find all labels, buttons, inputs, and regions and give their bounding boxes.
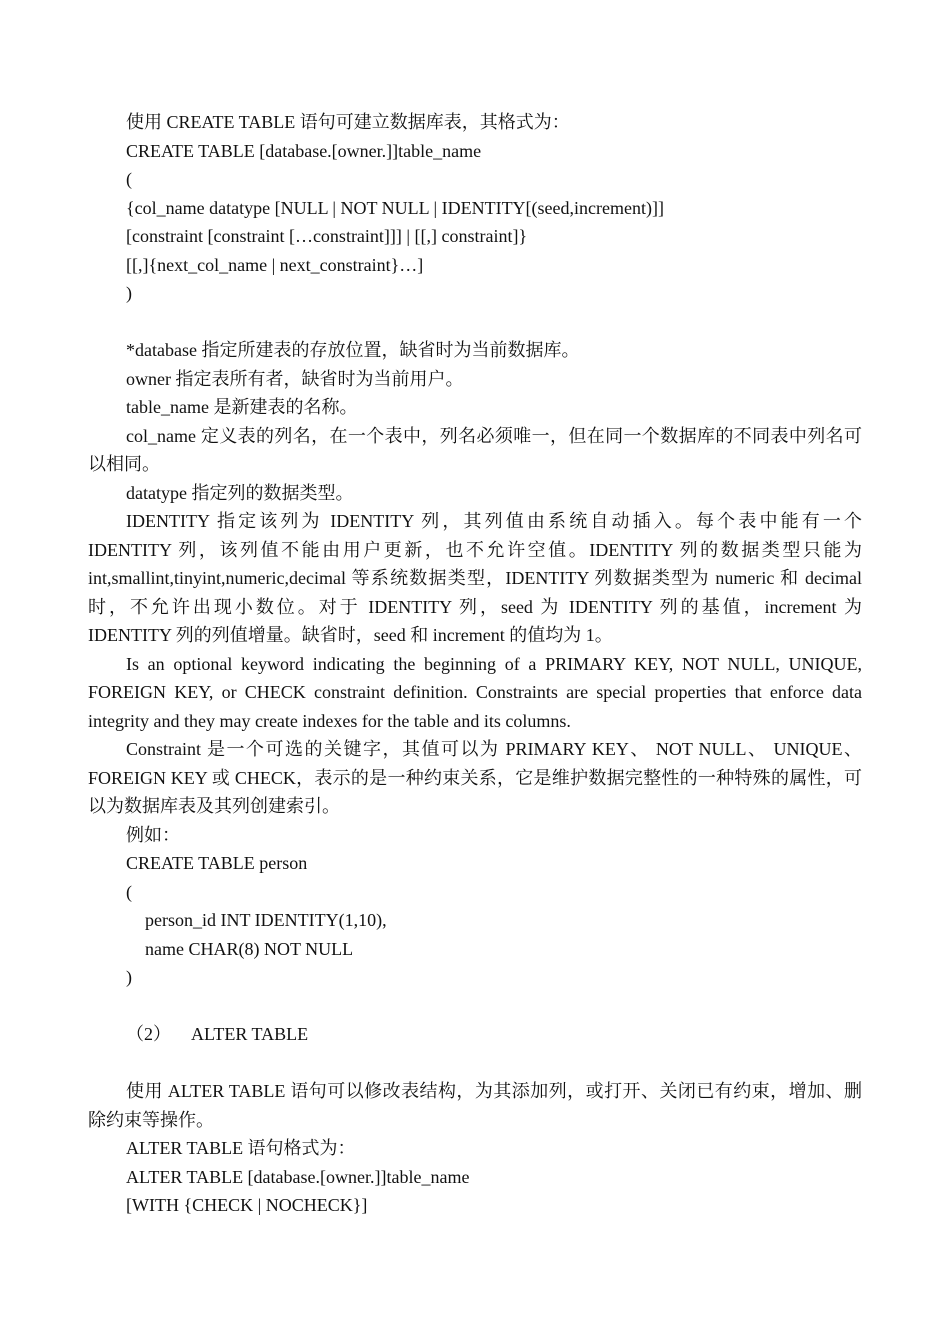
example-code-line: name CHAR(8) NOT NULL: [145, 938, 354, 959]
note-table-name: table_name 是新建表的名称。: [126, 397, 358, 417]
datatype-description: datatype 指定列的数据类型。: [126, 482, 354, 503]
alter-syntax-line: [WITH {CHECK | NOCHECK}]: [126, 1195, 368, 1215]
section-number: （2）: [126, 1024, 171, 1044]
alter-intro: 使用 ALTER TABLE 语句可以修改表结构，为其添加列，或打开、关闭已有约束，增加、删除约束等操作。: [88, 1081, 862, 1130]
constraint-description-en: Is an optional keyword indicating the beginning of a PRIMARY KEY, NOT NULL, UNIQUE, FOREIGN KEY, or CHECK constraint definition. Constraints are special properties that enforce data integrity and they may create indexes for the table and its columns.: [88, 653, 862, 731]
section-title: ALTER TABLE: [191, 1024, 309, 1044]
create-syntax-line: [constraint [constraint […constraint]]] | [[,] constraint]}: [126, 226, 528, 246]
identity-description: IDENTITY 指定该列为 IDENTITY 列，其列值由系统自动插入。每个表中能有一个 IDENTITY 列，该列值不能由用户更新，也不允许空值。IDENTITY 列的数据类型只能为 int,smallint,tinyint,numeric,decimal 等系统数据类型，IDENTITY 列数据类型为 numeric 和 decimal 时，不允许出现小数位。对于 IDENTITY 列，seed 为 IDENTITY 列的基值，increment 为 IDENTITY 列的列值增量。缺省时，seed 和 increment 的值均为 1。: [88, 511, 862, 645]
alter-syntax-line: ALTER TABLE [database.[owner.]]table_name: [126, 1166, 470, 1187]
create-intro: 使用 CREATE TABLE 语句可建立数据库表，其格式为：: [126, 112, 570, 132]
create-syntax-line: ): [126, 283, 132, 303]
section-heading-alter-table: [88, 1020, 862, 1049]
spacer: [88, 992, 862, 1021]
col-name-description: col_name 定义表的列名，在一个表中，列名必须唯一，但在同一个数据库的不同表中列名可以相同。: [88, 425, 862, 474]
create-syntax-line: [[,]{next_col_name | next_constraint}…]: [126, 254, 424, 275]
document-body: [88, 108, 862, 1220]
spacer: [88, 1049, 862, 1078]
create-syntax-line: (: [126, 169, 132, 189]
alter-format-label: ALTER TABLE 语句格式为：: [126, 1138, 356, 1158]
example-code-line: person_id INT IDENTITY(1,10),: [145, 910, 387, 930]
note-owner: owner 指定表所有者，缺省时为当前用户。: [126, 368, 464, 389]
note-database: *database 指定所建表的存放位置，缺省时为当前数据库。: [126, 340, 580, 360]
create-syntax-line: {col_name datatype [NULL | NOT NULL | IDENTITY[(seed,increment)]]: [126, 197, 664, 218]
example-label: 例如：: [126, 824, 180, 845]
constraint-description-cn: Constraint 是一个可选的关键字，其值可以为 PRIMARY KEY、 NOT NULL、 UNIQUE、FOREIGN KEY 或 CHECK，表示的是一种约束关系，它是维护数据完整性的一种特殊的属性，可以为数据库表及其列创建索引。: [88, 739, 862, 816]
create-syntax-line: CREATE TABLE [database.[owner.]]table_name: [126, 140, 482, 161]
example-code-line: (: [126, 881, 132, 902]
example-code-line: CREATE TABLE person: [126, 853, 308, 873]
example-code-line: ): [126, 967, 132, 987]
spacer: [88, 308, 862, 337]
